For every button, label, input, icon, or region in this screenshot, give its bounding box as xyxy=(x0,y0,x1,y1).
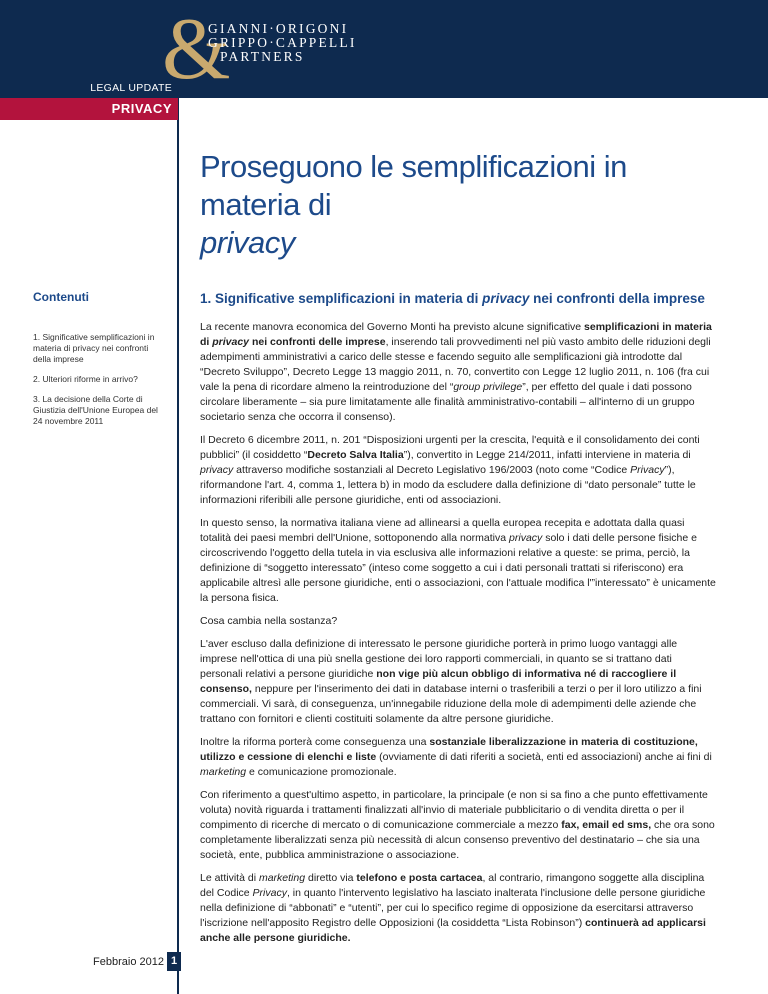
article-body xyxy=(200,320,716,954)
text-run: che ora sono completamente liberalizzati senza più necessità di alcun consenso preventivo del destinatario – che sia una società, ente, pubblica amministrazione o associazione. xyxy=(200,819,715,861)
text-run: , al contrario, rimangono soggette alla disciplina del Codice xyxy=(200,872,705,899)
text-run-bold: fax, email ed sms, xyxy=(561,819,652,831)
text-run-bold: telefono e posta cartacea xyxy=(356,872,483,884)
text-run: L'aver escluso dalla definizione di interessato le persone giuridiche porterà in primo luogo vantaggi alle imprese nell'ottica di una più snella gestione dei loro rapporti commerciali, in quanto se si trattano dati personali relativi a persone giuridiche xyxy=(200,638,678,680)
text-run: Con riferimento a quest'ultimo aspetto, in particolare, la principale (e non si sa fino a che punto effettivamente voluta) novità riguarda i trattamenti finalizzati all'invio di materiale pubblicitario o di vendita diretta o per il compimento di ricerche di mercato o di comunicazione commerciale a mezzo xyxy=(200,789,708,831)
header-bar xyxy=(0,0,768,98)
text-run-bold-italic: privacy xyxy=(212,336,250,348)
text-run-bold: continuerà ad applicarsi anche alle persone giuridiche. xyxy=(200,917,706,944)
vertical-divider xyxy=(177,98,179,994)
text-run: diretto via xyxy=(305,872,357,884)
text-run: In questo senso, la normativa italiana viene ad allinearsi a quella europea recepita e adottata dalla quasi totalità dei paesi membri dell'Unione, sottoponendo alla normativa xyxy=(200,517,685,544)
paragraph-4: Cosa cambia nella sostanza? xyxy=(200,615,338,627)
text-run-bold: nei confronti delle imprese xyxy=(249,336,386,348)
page-number: 1 xyxy=(167,952,181,971)
text-run-italic: marketing xyxy=(200,766,247,778)
text-run-bold: semplificazioni in materia di xyxy=(200,321,712,348)
text-run-italic: privacy xyxy=(509,532,543,544)
text-run: ”), riformandone l'art. 4, comma 1, lettera b) in modo da escludere dalla definizione di “dato personale” tutte le informazioni riferibili alle persone giuridiche, enti od associazioni. xyxy=(200,464,696,506)
contents-item-1[interactable]: 1. Significative semplificazioni in materia di privacy nei confronti della imprese xyxy=(33,332,155,364)
paragraph-7 xyxy=(200,788,716,863)
paragraph-8 xyxy=(200,871,716,946)
legal-update-label: LEGAL UPDATE xyxy=(90,82,172,94)
text-run: La recente manovra economica del Governo Monti ha previsto alcune significative xyxy=(200,321,585,333)
text-run: Le attività di xyxy=(200,872,259,884)
section-heading xyxy=(200,291,720,306)
contents-item-3[interactable]: 3. La decisione della Corte di Giustizia dell'Unione Europea del 24 novembre 2011 xyxy=(33,394,158,426)
text-run: ”), convertito in Legge 214/2011, infatti interviene in materia di xyxy=(403,449,691,461)
paragraph-3 xyxy=(200,516,716,606)
footer-date: Febbraio 2012 xyxy=(93,956,164,968)
text-run-italic: privacy xyxy=(200,464,234,476)
text-run-italic: group privilege xyxy=(453,381,523,393)
text-run: Il Decreto 6 dicembre 2011, n. 201 “Disposizioni urgenti per la crescita, l'equità e il consolidamento dei conti pubblici” (il cosiddetto “ xyxy=(200,434,700,461)
firm-name-line-1: GIANNI·ORIGONI xyxy=(208,21,349,36)
text-run: (ovviamente di dati riferiti a società, enti ed associazioni) anche ai fini di xyxy=(376,751,712,763)
paragraph-2 xyxy=(200,433,716,508)
contents-sidebar xyxy=(33,290,163,436)
firm-logo xyxy=(160,0,390,98)
contents-heading: Contenuti xyxy=(33,290,89,304)
section-heading-italic: privacy xyxy=(482,291,530,306)
firm-name xyxy=(208,22,357,64)
title-italic: privacy xyxy=(200,225,295,260)
text-run: ”, per effetto del quale i dati possono circolare liberamente – sia pure limitatamente alle finalità amministrativo-contabili – all'interno di un gruppo societario senza che occorra il consenso). xyxy=(200,381,695,423)
text-run: solo i dati delle persone fisiche e circoscrivendo l'oggetto della tutela in via esclusiva alle informazioni relative a queste: se prima, perciò, la definizione di “soggetto interessato” (inteso come soggetto a cui i dati personali trattati si riferiscono) era applicabile altresì alle persone giuridiche, enti o associazioni, con l'attuale modifica l'”interessato” è unicamente la persona fisica. xyxy=(200,532,716,604)
text-run-bold: non vige più alcun obbligo di informativa né di raccogliere il consenso, xyxy=(200,668,677,695)
text-run-bold: sostanziale liberalizzazione in materia di costituzione, utilizzo e cessione di elenchi e liste xyxy=(200,736,698,763)
firm-name-line-3: PARTNERS xyxy=(220,49,305,64)
text-run: , in quanto l'intervento legislativo ha lasciato inalterata l'inclusione delle persone giuridiche nella definizione di “abbonati” e “utenti”, per cui lo specifico regime di opposizione da esercitarsi attraverso l'iscrizione nell'apposito Registro delle Opposizioni (la cosiddetta “Lista Robinson”) xyxy=(200,887,706,929)
paragraph-6 xyxy=(200,735,716,780)
text-run-italic: Privacy xyxy=(252,887,287,899)
paragraph-1 xyxy=(200,320,716,425)
text-run: attraverso modifiche sostanziali al Decreto Legislativo 196/2003 (noto come “Codice xyxy=(233,464,631,476)
contents-item-2[interactable]: 2. Ulteriori riforme in arrivo? xyxy=(33,374,138,384)
section-heading-part: 1. Significative semplificazioni in materia di xyxy=(200,291,483,306)
firm-name-line-2: GRIPPO·CAPPELLI xyxy=(208,35,357,50)
text-run: neppure per l'inserimento dei dati in database interni o trasferibili a terzi o per il loro utilizzo a fini commerciali. Vi sarà, di conseguenza, un'innegabile riduzione della mole di adempimenti delle aziende che trattano con fornitori e clienti costituiti solamente da altre persone giuridiche. xyxy=(200,683,702,725)
text-run-bold: Decreto Salva Italia xyxy=(307,449,404,461)
text-run: , inserendo tali provvedimenti nel più vasto ambito delle riduzioni degli adempimenti amministrativi a carico delle stesse e facendo seguito alle semplificazioni già introdotte dal “Decreto Sviluppo”, Decreto Legge 13 maggio 2011, n. 70, convertito con Legge 12 luglio 2011, n. 106 (fra cui vale la pena di ricordare almeno la reintroduzione del “ xyxy=(200,336,711,393)
section-heading-part: nei confronti della imprese xyxy=(529,291,705,306)
svg-text:&: & xyxy=(162,1,231,98)
practice-label: PRIVACY xyxy=(111,101,172,116)
text-run-italic: marketing xyxy=(258,872,306,884)
text-run: Inoltre la riforma porterà come conseguenza una xyxy=(200,736,430,748)
text-run-italic: Privacy xyxy=(630,464,665,476)
page-title xyxy=(200,148,720,262)
practice-band xyxy=(0,98,178,120)
paragraph-5 xyxy=(200,637,716,727)
title-main: Proseguono le semplificazioni in materia di xyxy=(200,149,627,222)
text-run: e comunicazione promozionale. xyxy=(246,766,397,778)
